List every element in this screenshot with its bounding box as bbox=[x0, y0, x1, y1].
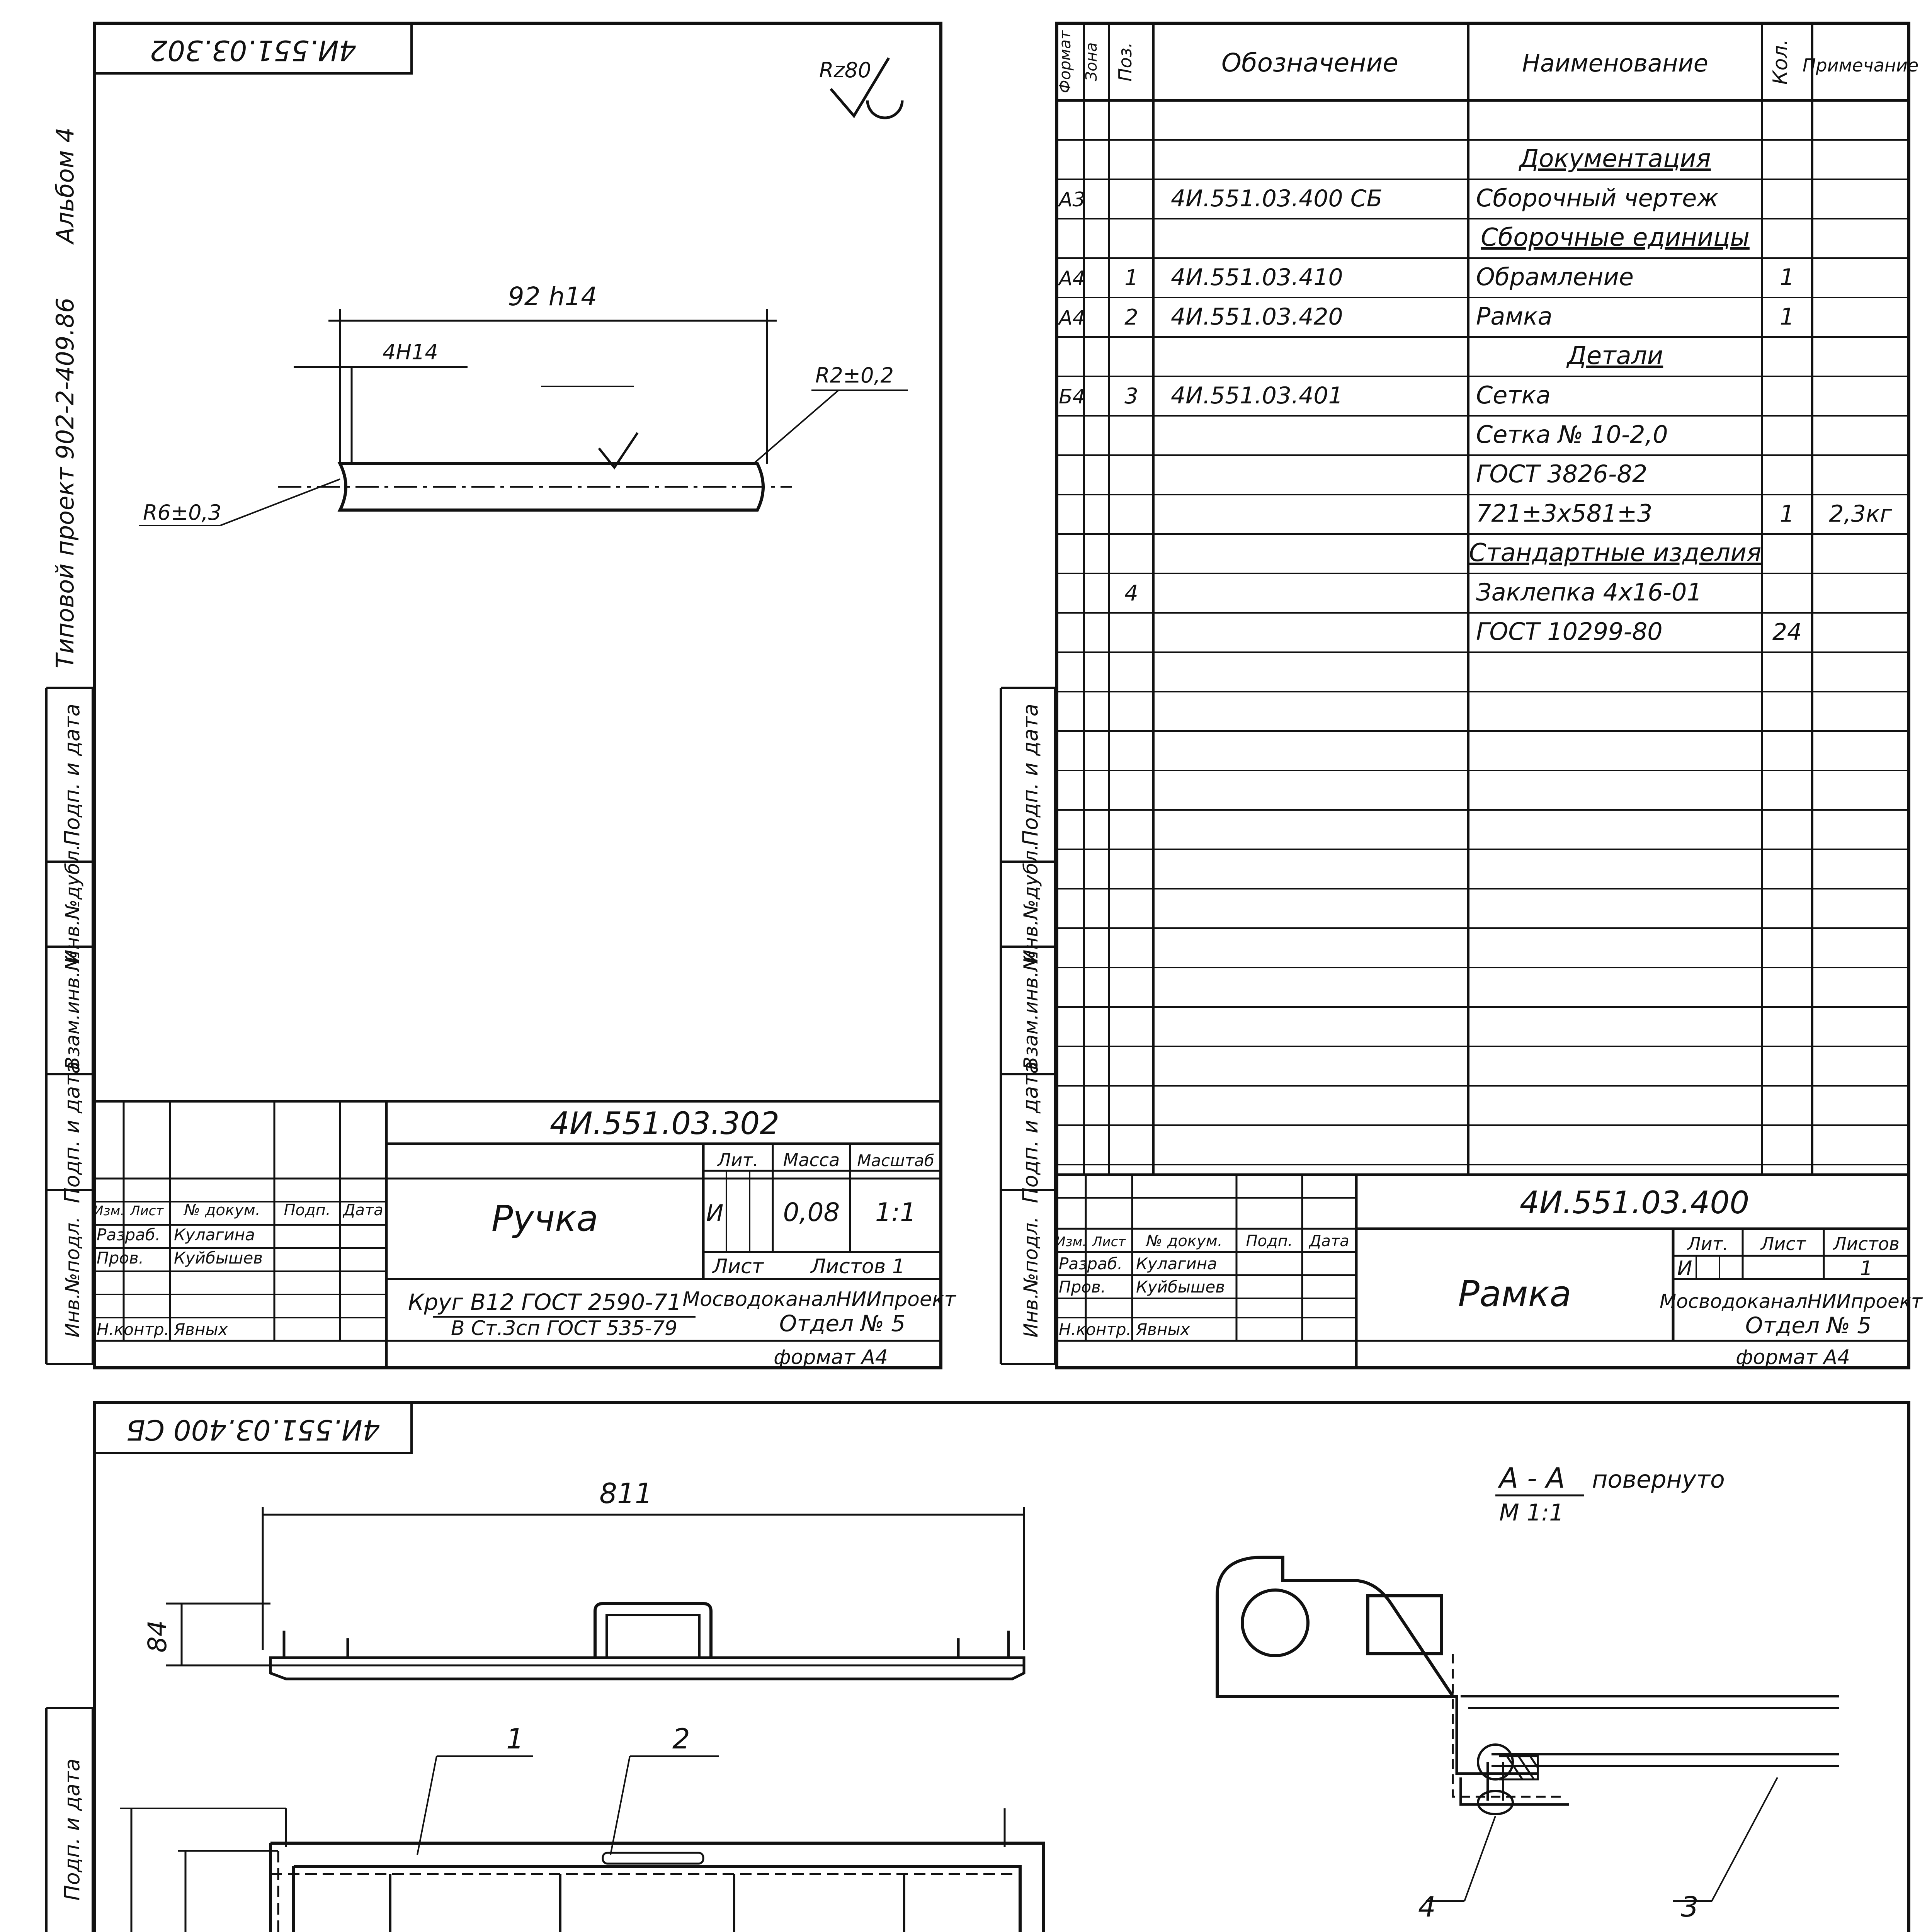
spec-name-nctrl: Явных bbox=[1136, 1320, 1190, 1339]
spec-row-designation: 4И.551.03.410 bbox=[1171, 264, 1343, 291]
callout-2: 2 bbox=[672, 1723, 690, 1755]
spec-section-title: Детали bbox=[1567, 342, 1663, 370]
handle-dim-radius-left: R6±0,3 bbox=[143, 500, 222, 525]
spec-row-pos: 1 bbox=[1124, 265, 1138, 291]
spec-section-title: Сборочные единицы bbox=[1481, 223, 1750, 252]
handle-org: МосводоканалНИИпроект bbox=[682, 1288, 956, 1311]
assembly-side-view bbox=[166, 1507, 1024, 1679]
handle-sheets-label: Листов 1 bbox=[811, 1255, 905, 1278]
handle-scale: 1:1 bbox=[875, 1197, 917, 1227]
handle-dim-length: 92 h14 bbox=[508, 282, 597, 311]
handle-role-check: Пров. bbox=[97, 1248, 144, 1267]
spec-row-designation: 4И.551.03.420 bbox=[1171, 303, 1343, 330]
handle-role-nctrl: Н.контр. bbox=[97, 1320, 169, 1339]
spec-row-name: ГОСТ 3826-82 bbox=[1476, 460, 1648, 488]
spec-lit: И bbox=[1677, 1257, 1692, 1280]
handle-name-dev: Кулагина bbox=[174, 1225, 255, 1244]
spec-role-dev: Разраб. bbox=[1059, 1254, 1123, 1273]
spec-margin-replace-inv: Взам.инв.№ bbox=[1020, 951, 1042, 1070]
album-label: Альбом 4 bbox=[51, 127, 79, 244]
spec-header-note: Примечание bbox=[1802, 55, 1919, 76]
spec-name-dev: Кулагина bbox=[1136, 1254, 1217, 1273]
handle-rotated-stamp: 4И.551.03.302 bbox=[150, 34, 357, 67]
handle-sheet bbox=[94, 23, 956, 1369]
spec-lit-label: Лит. bbox=[1687, 1233, 1728, 1254]
handle-mass-label: Масса bbox=[783, 1150, 840, 1170]
section-aa-note: повернуто bbox=[1592, 1465, 1725, 1493]
spec-row-name: Сетка № 10-2,0 bbox=[1476, 420, 1668, 449]
spec-section-title: Документация bbox=[1519, 145, 1711, 173]
handle-name-check: Куйбышев bbox=[174, 1248, 263, 1267]
spec-row-name: Сетка bbox=[1476, 381, 1551, 409]
assembly-dim-height: 84 bbox=[143, 1620, 172, 1653]
spec-row-designation: 4И.551.03.400 СБ bbox=[1171, 185, 1383, 212]
spec-section-title: Стандартные изделия bbox=[1469, 539, 1762, 567]
handle-designation: 4И.551.03.302 bbox=[549, 1105, 780, 1141]
margin-orig-inv-1: Инв.№подл. bbox=[61, 1216, 84, 1338]
spec-row-format: А4 bbox=[1059, 306, 1085, 330]
spec-row-name: Заклепка 4х16-01 bbox=[1476, 578, 1702, 606]
margin-sign-date-3: Подп. и дата bbox=[60, 1759, 84, 1901]
spec-headers-doc: № докум. bbox=[1146, 1232, 1223, 1250]
spec-row-pos: 3 bbox=[1124, 384, 1138, 409]
handle-headers-doc: № докум. bbox=[184, 1201, 260, 1219]
spec-header-name: Наименование bbox=[1522, 49, 1708, 77]
margin-sign-date-1: Подп. и дата bbox=[60, 704, 84, 846]
handle-dim-groove: 4H14 bbox=[383, 340, 438, 364]
handle-dept: Отдел № 5 bbox=[779, 1310, 906, 1337]
spec-margin-sign-date-1: Подп. и дата bbox=[1018, 704, 1043, 846]
handle-role-dev: Разраб. bbox=[97, 1225, 161, 1244]
spec-role-nctrl: Н.контр. bbox=[1059, 1320, 1131, 1339]
spec-header-zone: Зона bbox=[1083, 42, 1100, 82]
spec-format: формат А4 bbox=[1736, 1346, 1850, 1369]
handle-scale-label: Масштаб bbox=[857, 1151, 934, 1170]
spec-row-pos: 2 bbox=[1124, 305, 1138, 330]
handle-headers-izm: Изм. bbox=[94, 1203, 124, 1219]
handle-headers-sign: Подп. bbox=[284, 1201, 331, 1219]
section-aa-view bbox=[1217, 1495, 1839, 1901]
spec-title: Рамка bbox=[1458, 1273, 1571, 1315]
spec-dept: Отдел № 5 bbox=[1745, 1312, 1872, 1338]
spec-row-name: Рамка bbox=[1476, 302, 1553, 330]
spec-row-format: Б4 bbox=[1059, 385, 1085, 408]
handle-lit: И bbox=[706, 1200, 724, 1227]
callout-1: 1 bbox=[506, 1723, 524, 1755]
assembly-rotated-stamp: 4И.551.03.400 СБ bbox=[126, 1413, 380, 1446]
spec-role-check: Пров. bbox=[1059, 1277, 1106, 1296]
handle-headers-date: Дата bbox=[343, 1201, 383, 1219]
spec-row-qty: 24 bbox=[1772, 619, 1802, 646]
handle-part-view bbox=[139, 309, 908, 526]
handle-mass: 0,08 bbox=[783, 1197, 840, 1227]
spec-sheets-label: Листов bbox=[1833, 1233, 1900, 1254]
margin-dup-inv-1: Инв.№дубл. bbox=[61, 844, 84, 964]
spec-header-pos: Поз. bbox=[1115, 42, 1136, 82]
spec-margin-dup-inv: Инв.№дубл. bbox=[1020, 844, 1042, 964]
handle-format: формат А4 bbox=[774, 1346, 888, 1369]
spec-row-name: Сборочный чертеж bbox=[1476, 184, 1719, 212]
spec-headers-list: Лист bbox=[1092, 1234, 1126, 1250]
spec-sheet-label: Лист bbox=[1760, 1233, 1806, 1254]
assembly-sheet bbox=[95, 1403, 1923, 1932]
handle-dim-radius-right: R2±0,2 bbox=[815, 363, 894, 388]
assembly-dim-width: 811 bbox=[599, 1477, 653, 1510]
spec-row-qty: 1 bbox=[1779, 303, 1795, 330]
spec-sheet bbox=[1056, 23, 1923, 1369]
spec-row-designation: 4И.551.03.401 bbox=[1171, 382, 1343, 409]
margin-replace-inv-1: Взам.инв.№ bbox=[61, 951, 84, 1070]
handle-roughness-label: Rz80 bbox=[819, 58, 871, 82]
section-aa-scale: М 1:1 bbox=[1499, 1499, 1564, 1526]
spec-margin-orig-inv: Инв.№подл. bbox=[1020, 1216, 1042, 1338]
margin-sign-date-2: Подп. и дата bbox=[60, 1061, 84, 1203]
spec-margin-sign-date-2: Подп. и дата bbox=[1018, 1061, 1043, 1203]
spec-text bbox=[1056, 30, 1918, 646]
spec-designation: 4И.551.03.400 bbox=[1519, 1185, 1750, 1221]
spec-row-qty: 1 bbox=[1779, 500, 1795, 527]
callout-3: 3 bbox=[1681, 1891, 1699, 1923]
left-margin bbox=[46, 128, 1055, 1932]
spec-header-qty: Кол. bbox=[1769, 39, 1792, 85]
handle-material-top: Круг В12 ГОСТ 2590-71 bbox=[408, 1289, 682, 1315]
callout-4: 4 bbox=[1418, 1891, 1436, 1923]
spec-row-note: 2,3кг bbox=[1829, 500, 1892, 527]
project-label: Типовой проект 902-2-409.86 bbox=[51, 298, 79, 668]
spec-sheets-value: 1 bbox=[1860, 1257, 1873, 1280]
spec-row-name: 721±3х581±3 bbox=[1476, 499, 1653, 527]
spec-headers-izm: Изм. bbox=[1056, 1234, 1087, 1250]
assembly-plan-view bbox=[120, 1756, 1094, 1932]
spec-row-format: А3 bbox=[1059, 188, 1085, 211]
spec-headers-sign: Подп. bbox=[1246, 1232, 1293, 1250]
spec-row-name: ГОСТ 10299-80 bbox=[1476, 617, 1663, 646]
spec-headers-date: Дата bbox=[1309, 1232, 1349, 1250]
spec-row-qty: 1 bbox=[1779, 264, 1795, 291]
spec-row-pos: 4 bbox=[1124, 581, 1138, 606]
handle-headers-list: Лист bbox=[130, 1203, 164, 1219]
spec-row-format: А4 bbox=[1059, 267, 1085, 290]
spec-header-designation: Обозначение bbox=[1221, 48, 1398, 78]
spec-row-name: Обрамление bbox=[1476, 263, 1634, 291]
handle-title: Ручка bbox=[491, 1198, 599, 1239]
spec-header-format: Формат bbox=[1056, 30, 1074, 94]
section-aa-title: А - А bbox=[1499, 1462, 1565, 1494]
spec-name-check: Куйбышев bbox=[1136, 1277, 1225, 1296]
handle-material-bottom: В Ст.3сп ГОСТ 535-79 bbox=[451, 1317, 678, 1340]
handle-sheet-label: Лист bbox=[713, 1255, 764, 1278]
spec-org: МосводоканалНИИпроект bbox=[1659, 1290, 1923, 1313]
handle-lit-label: Лит. bbox=[718, 1150, 759, 1170]
handle-name-nctrl: Явных bbox=[174, 1320, 228, 1339]
